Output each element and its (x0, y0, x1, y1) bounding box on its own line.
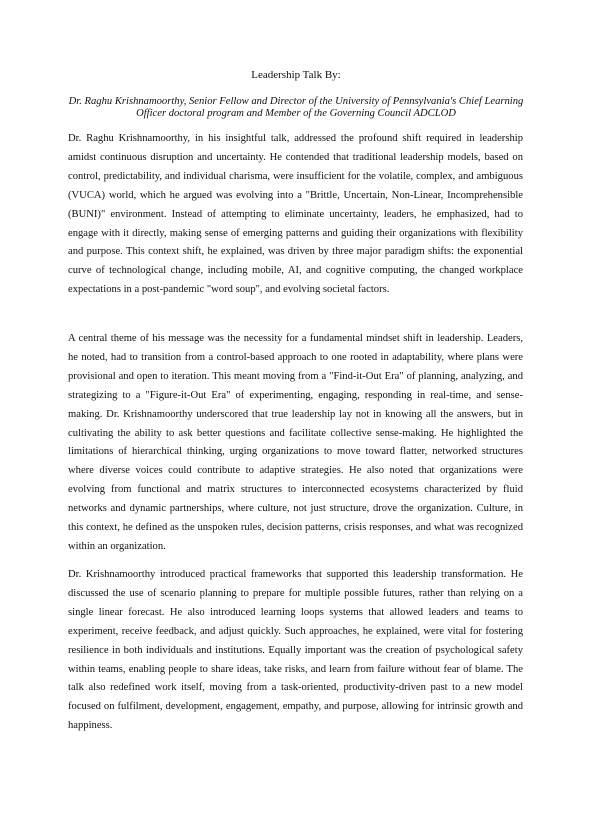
body-paragraph-3: Dr. Krishnamoorthy introduced practical frameworks that supported this leadership transformation. He discussed the use of scenario planning to prepare for multiple possible futures, rather than relying on a single linear forecast. He also introduced learning loops systems that allowed leaders and teams to experiment, receive feedback, and adjust quickly. Such approaches, he explained, were vital for fostering resilience in both individuals and institutions. Equally important was the creation of psychological safety within teams, enabling people to share ideas, take risks, and learn from failure without fear of blame. The talk also redefined work itself, moving from a task-oriented, productivity-driven past to a new model focused on fulfilment, development, engagement, empathy, and purpose, allowing for intrinsic growth and happiness. (68, 569, 523, 732)
speaker-byline: Dr. Raghu Krishnamoorthy, Senior Fellow and Director of the University of Pennsylvania's Chief Learning Officer doctoral program and Member of the Governing Council ADCLOD (68, 96, 524, 119)
body-paragraph-1: Dr. Raghu Krishnamoorthy, in his insightful talk, addressed the profound shift required in leadership amidst continuous disruption and uncertainty. He contended that traditional leadership models, based on control, predictability, and individual charisma, were insufficient for the volatile, complex, and ambiguous (VUCA) world, which he argued was evolving into a "Brittle, Uncertain, Non-Linear, Incomprehensible (BUNI)" environment. Instead of attempting to eliminate uncertainty, leaders, he emphasized, had to engage with it directly, making sense of emerging patterns and guiding their organizations with flexibility and purpose. This context shift, he explained, was driven by three major paradigm shifts: the exponential curve of technological change, including mobile, AI, and cognitive computing, the changed workplace expectations in a post-pandemic "word soup", and evolving societal factors. (68, 133, 523, 296)
body-paragraph-2: A central theme of his message was the necessity for a fundamental mindset shift in leadership. Leaders, he noted, had to transition from a control-based approach to one rooted in adaptability, where plans were provisional and open to iteration. This meant moving from a "Find-it-Out Era" of planning, analyzing, and strategizing to a "Figure-it-Out Era" of experimenting, engaging, responding in real-time, and sense-making. Dr. Krishnamoorthy underscored that true leadership lay not in knowing all the answers, but in cultivating the ability to ask better questions and facilitate collective sense-making. He highlighted the limitations of hierarchical thinking, urging organizations to move toward flatter, networked structures where diverse voices could contribute to adaptive strategies. He also noted that organizations were evolving from functional and matrix structures to interconnected ecosystems characterized by fluid networks and dynamic partnerships, where culture, not just structure, drove the organization. Culture, in this context, he defined as the unspoken rules, decision patterns, crisis responses, and what was recognized within an organization. (68, 333, 523, 552)
document-title: Leadership Talk By: (251, 69, 341, 81)
